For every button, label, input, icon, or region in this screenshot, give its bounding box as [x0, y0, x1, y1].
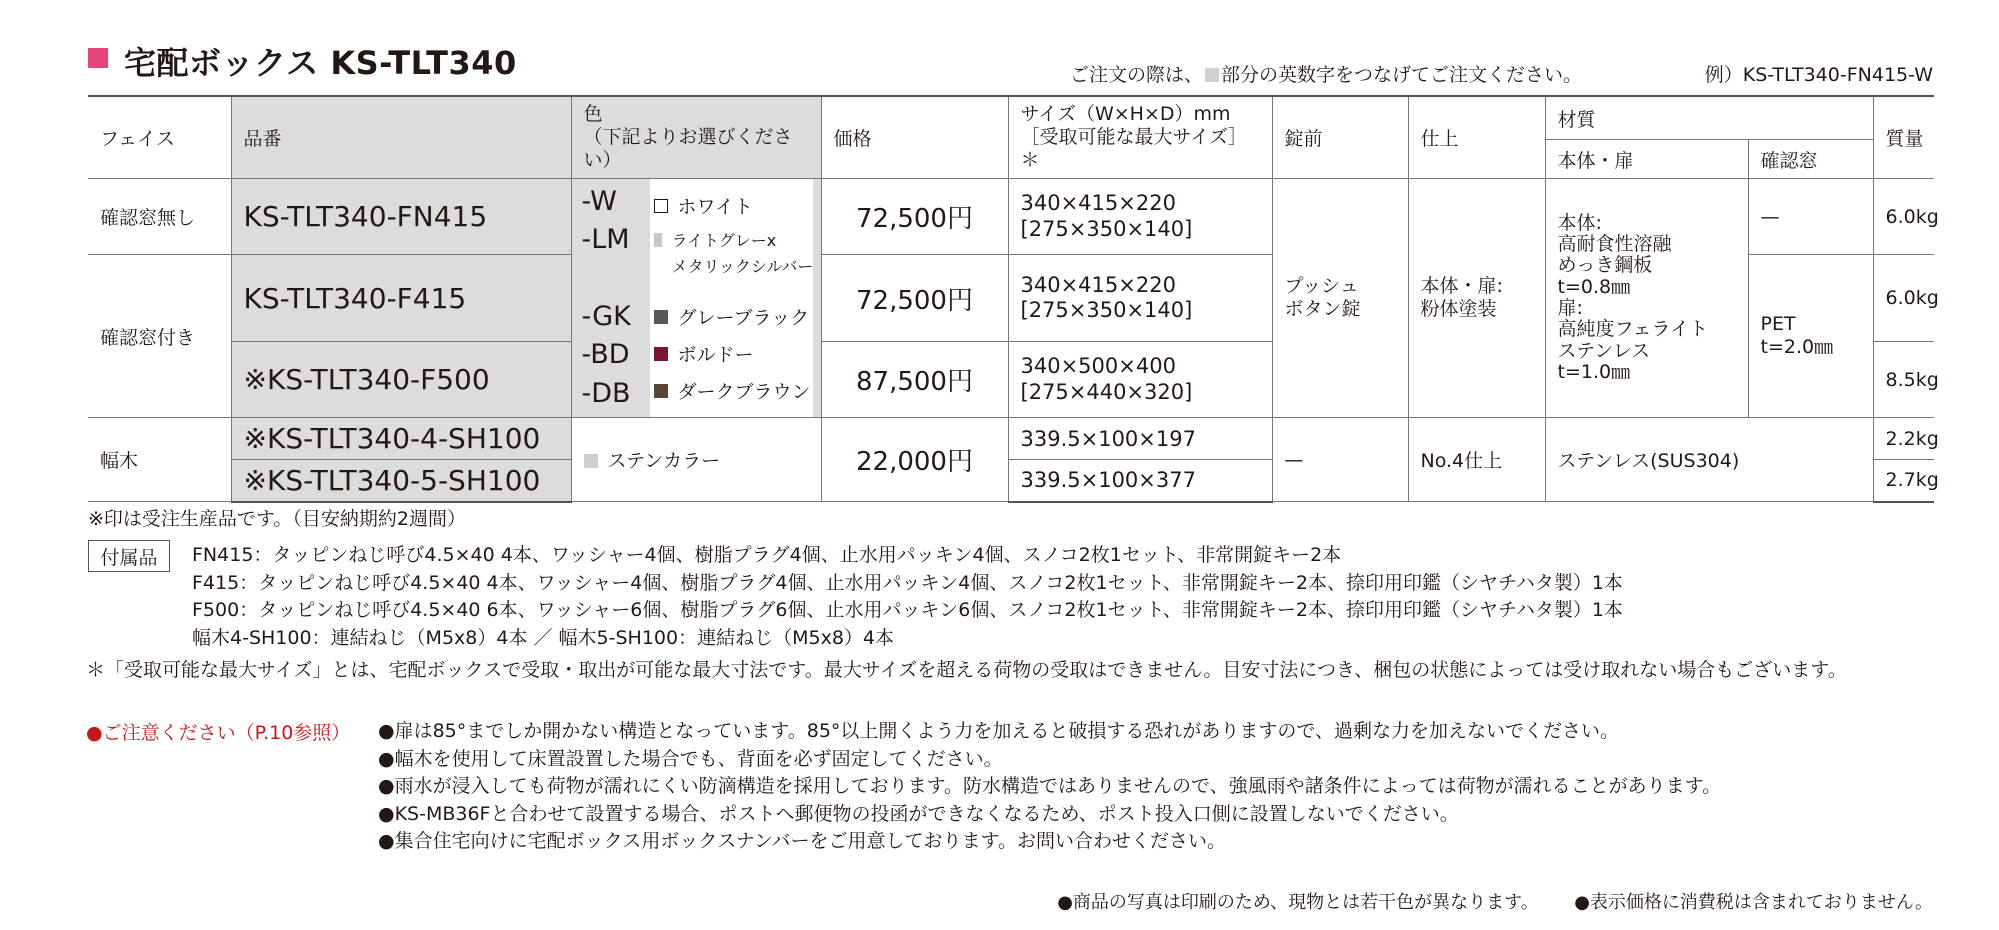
- order-note-after: 部分の英数字をつなげてご注文ください。: [1221, 64, 1583, 86]
- table-row: [88, 418, 1934, 460]
- accessory-line: F415：タッピンねじ呼び4.5×40 4本、ワッシャー4個、樹脂プラグ4個、止水用パッキン4個、スノコ2枚1セット、非常開錠キー2本、捺印用印鑑（シヤチハタ製）1本: [192, 571, 1623, 594]
- accessories-label: 付属品: [88, 540, 170, 572]
- finish-cell: 本体・扉: 粉体塗装: [1408, 179, 1545, 418]
- table-row: [88, 179, 1934, 255]
- face-cell: 確認窓付き: [88, 255, 231, 418]
- swatch-icon: [654, 233, 662, 247]
- header-color: 色 （下記よりお選びください）: [571, 96, 821, 179]
- order-note: [1070, 60, 1582, 87]
- color-cell: ステンカラー: [571, 418, 821, 502]
- color-option: グレーブラック: [654, 298, 814, 335]
- swatch-icon: [654, 384, 668, 398]
- accessory-line: 幅木4-SH100：連結ねじ（M5x8）4本 ／ 幅木5-SH100：連結ねじ（M5x8）4本: [192, 626, 894, 649]
- model-cell: KS-TLT340-F415: [231, 255, 571, 342]
- accessory-line: FN415：タッピンねじ呼び4.5×40 4本、ワッシャー4個、樹脂プラグ4個、止水用パッキン4個、スノコ2枚1セット、非常開錠キー2本: [192, 544, 1342, 566]
- size-cell: 340×500×400 [275×440×320]: [1008, 342, 1272, 418]
- caution-list: [378, 718, 1721, 856]
- header-finish: 仕上: [1408, 96, 1545, 179]
- size-cell: 340×415×220 [275×350×140]: [1008, 179, 1272, 255]
- model-cell: ※KS-TLT340-F500: [231, 342, 571, 418]
- header-material-window: 確認窓: [1748, 140, 1873, 179]
- weight-cell: 2.2kg: [1873, 418, 1934, 460]
- header-face: フェイス: [88, 96, 231, 179]
- header-lock: 錠前: [1272, 96, 1408, 179]
- spec-table: [88, 95, 1939, 503]
- material-window-cell: PET t=2.0㎜: [1748, 255, 1873, 418]
- color-option: ホワイト: [654, 187, 814, 224]
- color-option: ボルドー: [654, 335, 814, 372]
- weight-cell: 6.0kg: [1873, 255, 1934, 342]
- footer-note: ●表示価格に消費税は含まれておりません。: [1574, 892, 1933, 913]
- order-note-before: ご注文の際は、: [1070, 64, 1204, 86]
- model-cell: ※KS-TLT340-5-SH100: [231, 460, 571, 502]
- header-price: 価格: [821, 96, 1008, 179]
- header-material: 材質: [1545, 96, 1873, 140]
- max-size-note: ＊「受取可能な最大サイズ」とは、宅配ボックスで受取・取出が可能な最大寸法です。最大サイズを超える荷物の受取はできません。目安寸法につき、梱包の状態によっては受け取れない場合もございます。: [86, 659, 1847, 681]
- price-cell: 72,500円: [821, 255, 1008, 342]
- material-window-cell: —: [1748, 179, 1873, 255]
- weight-cell: 8.5kg: [1873, 342, 1934, 418]
- caution-line: ●幅木を使用して床置設置した場合でも、背面を必ず固定してください。: [378, 747, 1003, 770]
- price-cell: 72,500円: [821, 179, 1008, 255]
- caution-label: ●ご注意ください（P.10参照）: [86, 722, 351, 744]
- price-cell: 87,500円: [821, 342, 1008, 418]
- color-list: [650, 179, 814, 417]
- material-body-cell: 本体: 高耐食性溶融 めっき鋼板 t=0.8㎜ 扉: 高純度フェライト ステンレス t=1.0㎜: [1545, 179, 1748, 418]
- face-cell: 確認窓無し: [88, 179, 231, 255]
- swatch-icon: [654, 310, 668, 324]
- finish-cell: No.4仕上: [1408, 418, 1545, 502]
- size-cell: 339.5×100×377: [1008, 460, 1272, 502]
- lock-cell: プッシュ ボタン錠: [1272, 179, 1408, 418]
- model-cell: KS-TLT340-FN415: [231, 179, 571, 255]
- color-option: ライトグレーx メタリックシルバー: [654, 224, 814, 298]
- gray-square-icon: [1205, 68, 1219, 82]
- caution-line: ●雨水が浸入しても荷物が濡れにくい防滴構造を採用しております。防水構造ではありませんので、強風雨や諸条件によっては荷物が濡れることがあります。: [378, 775, 1722, 797]
- order-example: 例）KS-TLT340-FN415-W: [1704, 64, 1933, 86]
- header-weight: 質量: [1873, 96, 1934, 179]
- lock-cell: —: [1272, 418, 1408, 502]
- color-cell: [571, 179, 821, 418]
- footer-note: ●商品の写真は印刷のため、現物とは若干色が異なります。: [1057, 892, 1539, 913]
- size-cell: 339.5×100×197: [1008, 418, 1272, 460]
- order-made-note: ※印は受注生産品です。（目安納期約2週間）: [88, 508, 466, 530]
- caution-line: ●集合住宅向けに宅配ボックス用ボックスナンバーをご用意しております。お問い合わせください。: [378, 830, 1227, 852]
- header-model: 品番: [231, 96, 571, 179]
- header-size: サイズ（W×H×D）mm ［受取可能な最大サイズ］＊: [1008, 96, 1272, 179]
- weight-cell: 6.0kg: [1873, 179, 1934, 255]
- swatch-icon: [584, 454, 598, 468]
- footer-notes: [1057, 888, 1933, 914]
- caution-line: ●扉は85°までしか開かない構造となっています。85°以上開くよう力を加えると破損する恐れがありますので、過剰な力を加えないでください。: [378, 720, 1620, 742]
- price-cell: 22,000円: [821, 418, 1008, 502]
- page-title: 宅配ボックス KS-TLT340: [124, 44, 517, 82]
- swatch-icon: [654, 347, 668, 361]
- swatch-icon: [654, 199, 668, 213]
- face-cell: 幅木: [88, 418, 231, 502]
- size-cell: 340×415×220 [275×350×140]: [1008, 255, 1272, 342]
- model-cell: ※KS-TLT340-4-SH100: [231, 418, 571, 460]
- material-cell: ステンレス(SUS304): [1545, 418, 1873, 502]
- title-marker: [88, 48, 108, 68]
- caution-line: ●KS-MB36Fと合わせて設置する場合、ポストへ郵便物の投函ができなくなるため、ポスト投入口側に設置しないでください。: [378, 802, 1459, 825]
- color-option: ダークブラウン: [654, 372, 814, 409]
- accessory-line: F500：タッピンねじ呼び4.5×40 6本、ワッシャー6個、樹脂プラグ6個、止水用パッキン6個、スノコ2枚1セット、非常開錠キー2本、捺印用印鑑（シヤチハタ製）1本: [192, 599, 1623, 621]
- header-material-body: 本体・扉: [1545, 140, 1748, 179]
- weight-cell: 2.7kg: [1873, 460, 1934, 502]
- color-codes: -W -LM -GK -BD -DB: [581, 186, 631, 409]
- accessories-list: [192, 542, 1623, 652]
